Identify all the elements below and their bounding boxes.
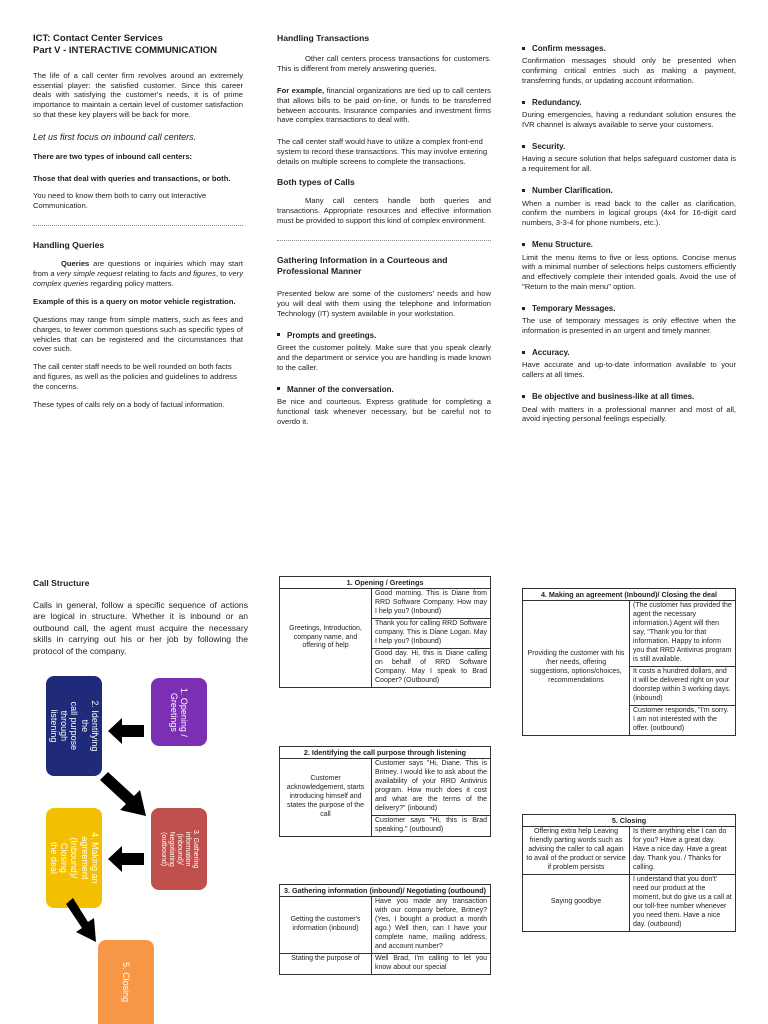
table-heading: 1. Opening / Greetings [280,577,491,589]
bullet-heading: Redundancy. [522,98,736,108]
bullet-heading: Number Clarification. [522,186,736,196]
bullet-heading: Temporary Messages. [522,304,736,314]
bullet-icon [522,351,525,354]
bullet-icon [522,189,525,192]
table-left-cell: Offering extra help Leaving friendly parting words such as advising the caller to call again to avail of the product or service if problem persists [523,827,630,875]
bullet-heading: Prompts and greetings. [277,331,491,341]
table-cell: (The customer has provided the agent the necessary information.) Agent will then say, "Thank you for that information. Happy to inform you that RRD Antivirus program is still available. [630,601,736,667]
table-cell: Customer says "Hi, this is Brad speaking." (outbound) [372,815,491,836]
table-heading: 5. Closing [523,815,736,827]
call-structure-heading: Call Structure [33,578,90,588]
table-cell: Have you made any transaction with our company before, Britney? (Yes, I bought a product a month ago.) Well then, can I have your complete name, mailing address, and account number? [372,897,491,954]
table-heading: 2. Identifying the call purpose through listening [280,747,491,759]
table-agreement [522,588,736,736]
table-identifying [279,746,491,837]
divider [277,240,491,241]
table-left-cell: Greetings, Introduction, company name, and offering of help [280,589,372,688]
table-heading: 4. Making an agreement (Inbound)/ Closing the deal [523,589,736,601]
for-example-paragraph: For example, financial organizations are tied up to call centers that allows bills to be paid on-line, or funds to be transferred between accounts. Insurance companies and investment firms have complex transactions to deal with. [277,85,491,125]
queries-paragraph: Queries are questions or inquiries which may start from a very simple request relating to facts and figures, to very complex queries regarding policy matters. [33,259,243,289]
call-structure-paragraph: Calls in general, follow a specific sequence of actions are logical in structure. Whether it is inbound or an outbound call, the agent must acquire the necessary skills in carrying out his or her job by following the protocol of the company. [33,600,248,656]
table-cell: Thank you for calling RRD Software company. This is Diane Logan. May I help you? (Inbound) [372,619,491,649]
table-gathering-wrap [279,884,493,1024]
intro-paragraph: The life of a call center firm revolves around an extremely essential player: the satisfied customer. Since this career deals with satisfying the customer's needs, it is of prime importance to maintain a certain level of customer satisfaction so that these key players will be back for more. [33,70,243,120]
bullet-icon [522,101,525,104]
handling-transactions-heading: Handling Transactions [277,33,370,43]
bullet-icon [277,333,280,336]
bullet-icon [522,395,525,398]
bullet-paragraph: Be nice and courteous. Express gratitude for completing a functional task whenever necessary, but be careful not to overdo it. [277,396,491,426]
staff-paragraph: The call center staff needs to be well rounded on both facts and figures, as well as the policies and guidelines to address the concerns. [33,362,237,391]
bullet-heading: Accuracy. [522,348,736,358]
column-right [522,30,736,428]
table-opening [279,576,491,688]
bullet-paragraph: When a number is read back to the caller as clarification, confirm the numbers in logical groups (4x4 for 16-digit card numbers, 3-3-4 for phone numbers, etc.). [522,198,736,228]
arrow-left-icon [108,846,144,872]
table-cell: Customer responds, "I'm sorry. I am not interested with the offer. (outbound) [630,705,736,735]
table-left-cell: Customer acknowledgement, starts introducing himself and states the purpose of the call [280,759,372,837]
table-cell: Good day. Hi, this is Diane calling on behalf of RRD Software Company. May I speak to Brad Cooper? (Outbound) [372,648,491,687]
bullet-icon [522,47,525,50]
rely-paragraph: These types of calls rely on a body of factual information. [33,399,225,409]
bullet-heading: Manner of the conversation. [277,385,491,395]
table-closing [522,814,736,932]
step-box-5: 5. Closing [98,940,154,1024]
table-left-cell: Getting the customer's information (inbound) [280,897,372,954]
table-heading: 3. Gathering information (inbound)/ Negotiating (outbound) [280,885,491,897]
range-paragraph: Questions may range from simple matters, such as fees and charges, to fewer common questions such as specific types of vehicles that can be registered and the circumstances that cover such. [33,314,243,354]
table-cell: It costs a hundred dollars, and it will be delivered right on your doorstep within 3 working days. (inbound) [630,666,736,705]
bullet-heading: Be objective and business-like at all times. [522,392,736,402]
frontend-paragraph: The call center staff would have to utilize a complex front-end system to record these transactions. This may involve entering details on multiple screens to complete the transactions. [277,137,488,167]
arrow-down-right-icon [100,772,150,818]
gathering-info-heading: Gathering Information in a Courteous and Professional Manner [277,254,448,276]
bullet-icon [522,243,525,246]
step-box-1: 1. Opening / Greetings [151,678,207,746]
table-cell: Well Brad, I'm calling to let you know about our special [372,953,491,974]
table-left-cell: Providing the customer with his /her needs, offering suggestions, options/choices, recommendations [523,601,630,735]
gathering-info-paragraph: Presented below are some of the customers' needs and how you will deal with them using the telephone and Information Technology (IT) system available in your workstation. [277,289,491,318]
step-box-4: 4. Making an agreement (Inbound)/ Closing the deal [46,808,102,908]
bullet-paragraph: During emergencies, having a redundant solution ensures the IVR channel is always available to serve your customers. [522,110,736,130]
divider [33,225,243,226]
table-left-cell: Saying goodbye [523,874,630,931]
example-paragraph: Example of this is a query on motor vehicle registration. [33,296,236,306]
both-types-heading: Both types of Calls [277,176,355,187]
those-line: Those that deal with queries and transactions, or both. [33,173,231,183]
bullet-icon [277,387,280,390]
column-left [33,33,243,418]
bullet-paragraph: Deal with matters in a professional manner and most of all, avoid injecting personal feelings especially. [522,404,736,424]
two-types-line: There are two types of inbound call centers: [33,151,193,161]
bullet-paragraph: Greet the customer politely. Make sure that you speak clearly and the department or service you are handling is made known to the caller. [277,342,491,372]
doc-subtitle: Part V - INTERACTIVE COMMUNICATION [33,44,218,56]
bullet-heading: Security. [522,142,736,152]
need-line: You need to know them both to carry out Interactive Communication. [33,191,207,211]
transactions-paragraph: Other call centers process transactions for customers. This is different from merely answering queries. [277,54,491,74]
table-cell: Is there anything else I can do for you? Have a great day. Have a nice day. Have a great day. Thank you. / Thanks for calling. [630,827,736,875]
step-box-3: 3. Gathering information (inbound)/ Negotiating (outbound) [151,808,207,890]
table-cell: Good morning. This is Diane from RRD Software Company. How may I help you? (Inbound) [372,589,491,619]
column-middle [277,33,491,435]
both-types-paragraph: Many call centers handle both queries and transactions. Appropriate resources and effective information must be provided to support this kind of complex environment. [277,196,491,225]
bullet-paragraph: Confirmation messages should only be presented when confirming critical entries such as making a payment, transferring funds, or updating account information. [522,56,736,86]
bullet-paragraph: Having a secure solution that helps safeguard customer data is a requirement for all. [522,154,736,174]
table-gathering [279,884,491,975]
bullet-icon [522,145,525,148]
arrow-left-icon [108,718,144,744]
handling-queries-heading: Handling Queries [33,240,105,251]
table-cell: I understand that you don't' need our product at the moment, but do give us a call at our toll-free number whenever you need them. Have a nice day. (outbound) [630,874,736,931]
arrow-down-right-icon [66,898,102,944]
bullet-paragraph: Have accurate and up-to-date information available to your callers at all times. [522,360,736,380]
table-left-cell: Stating the purpose of [280,953,372,974]
bullet-heading: Menu Structure. [522,240,736,250]
step-box-2: 2. Identifying the call purpose through listening [46,676,102,776]
bullet-icon [522,307,525,310]
bullet-paragraph: The use of temporary messages is only effective when the information is presented in an urgent and timely manner. [522,316,736,336]
focus-line: Let us first focus on inbound call centers. [33,132,197,143]
tips-list [522,44,736,424]
doc-title: ICT: Contact Center Services [33,33,163,44]
bullet-heading: Confirm messages. [522,44,736,54]
table-cell: Customer says "Hi, Diane. This is Britney. I would like to ask about the availability of your RRD Antivirus program. How much does it cost and what are the terms of the delivery?" (inbound) [372,759,491,816]
bullet-paragraph: Limit the menu items to five or less options. Concise menus with a minimal number of selections helps customers efficiently and effectively complete their intended goals. Avoid the use of "Return to the main menu" option. [522,252,736,292]
